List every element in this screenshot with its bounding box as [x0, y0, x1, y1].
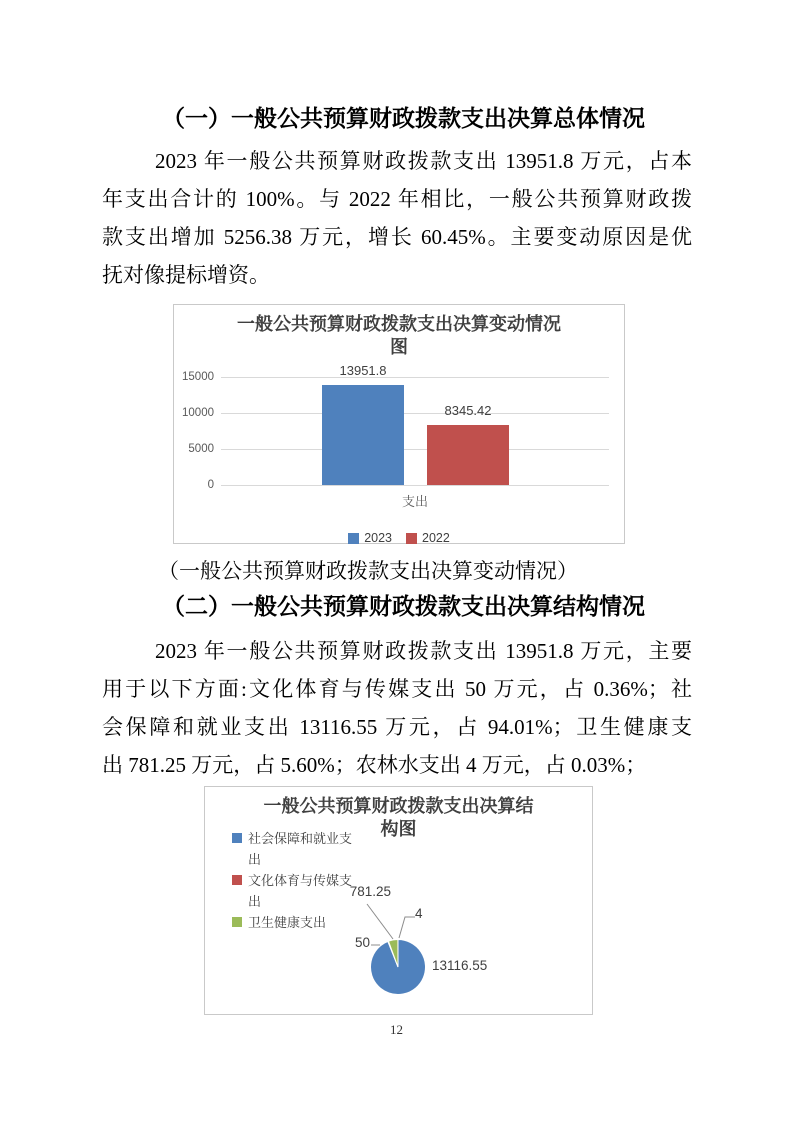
- paragraph-line: 2023 年一般公共预算财政拨款支出 13951.8 万元，占本: [155, 149, 692, 173]
- gridline: [221, 377, 609, 378]
- section-heading-2: （二）一般公共预算财政拨款支出决算结构情况: [162, 594, 645, 619]
- pie-graphic: [205, 787, 592, 1014]
- paragraph-2: [102, 632, 692, 784]
- bar-chart-category-label: 支出: [401, 494, 428, 509]
- pie-chart: [204, 786, 593, 1015]
- legend-swatch: [406, 533, 417, 544]
- paragraph-line: 会保障和就业支出 13116.55 万元，占 94.01%；卫生健康支: [102, 715, 692, 739]
- legend-label: 2023: [364, 531, 392, 545]
- pie-label-nonglinshui: 4: [415, 906, 423, 921]
- pie-label-weisheng: 781.25: [349, 884, 391, 899]
- paragraph-line: 2023 年一般公共预算财政拨款支出 13951.8 万元，主要: [155, 639, 692, 663]
- paragraph-1: [102, 142, 692, 294]
- bar-chart-caption: （一般公共预算财政拨款支出决算变动情况）: [158, 559, 578, 583]
- paragraph-line: 年支出合计的 100%。与 2022 年相比，一般公共预算财政拨: [102, 187, 692, 211]
- legend-label: 2022: [422, 531, 450, 545]
- pie-chart-title: 一般公共预算财政拨款支出决算结: [263, 796, 534, 816]
- bar-2022: [427, 425, 509, 485]
- bar-chart-title-line2: 图: [390, 337, 408, 357]
- gridline: [221, 413, 609, 414]
- y-axis-tick: 0: [207, 479, 214, 491]
- paragraph-line: 款支出增加 5256.38 万元，增长 60.45%。主要变动原因是优: [102, 225, 692, 249]
- paragraph-line: 用于以下方面:文化体育与传媒支出 50 万元，占 0.36%；社: [102, 677, 692, 701]
- paragraph-line: 出 781.25 万元，占 5.60%；农林水支出 4 万元，占 0.03%；: [102, 753, 647, 777]
- legend-label: 社会保障和就业支出: [248, 831, 353, 867]
- pie-chart-title-line2: 构图: [380, 819, 417, 839]
- bar-chart: [173, 304, 625, 544]
- gridline: [221, 449, 609, 450]
- bar-value-label: 8345.42: [444, 403, 492, 418]
- y-axis-tick: 15000: [182, 371, 214, 383]
- paragraph-line: 抚对像提标增资。: [102, 263, 270, 287]
- bar-chart-title: 一般公共预算财政拨款支出决算变动情况: [237, 314, 561, 334]
- y-axis-tick: 5000: [188, 443, 214, 455]
- legend-swatch: [348, 533, 359, 544]
- pie-leader-line: [399, 917, 415, 938]
- legend-label: 文化体育与传媒支出: [248, 873, 353, 909]
- bar-2023: [322, 385, 404, 485]
- pie-label-wenhua: 50: [355, 935, 371, 950]
- y-axis-tick: 10000: [182, 407, 214, 419]
- pie-leader-line: [367, 904, 393, 939]
- bar-chart-legend: [174, 531, 624, 545]
- legend-item-2023: [348, 531, 392, 545]
- bar-value-label: 13951.8: [339, 363, 387, 378]
- gridline: [221, 485, 609, 486]
- section-heading-1: （一）一般公共预算财政拨款支出决算总体情况: [162, 106, 645, 131]
- page-number: 12: [390, 1022, 403, 1037]
- pie-label-shehui: 13116.55: [432, 958, 488, 973]
- legend-item-2022: [406, 531, 450, 545]
- legend-label: 卫生健康支出: [248, 915, 327, 930]
